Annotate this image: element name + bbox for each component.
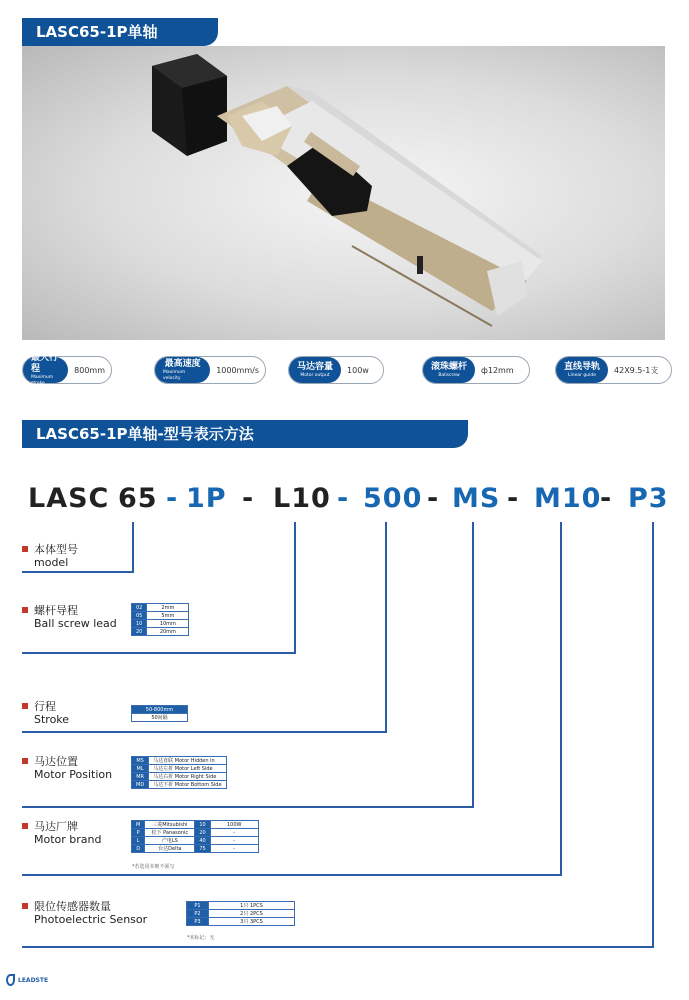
code-dash: - [427,483,440,514]
model-code-banner: LASC65-1P单轴-型号表示方法 [22,420,468,448]
label-en: Motor brand [34,833,102,846]
code-sensor: P3 [628,483,669,514]
table-cell: 10mm [147,620,189,628]
spec-pill [423,357,475,383]
table-row [132,821,259,829]
sensor-note: *未标记：无 [187,935,215,941]
connector-line [22,946,654,948]
connector-line [22,652,296,654]
table-row [132,757,227,765]
spec-ballscrew [422,356,530,384]
connector-line [652,522,654,947]
product-title-banner: LASC65-1P单轴 [22,18,218,46]
logo-text: LEADSTE [18,976,49,984]
table-cell: L [132,837,145,845]
table-row [187,902,295,910]
connector-line [385,522,387,732]
connector-line [22,731,387,733]
table-cell: 05 [132,612,147,620]
spec-label-en: Linear guide [568,372,596,378]
table-cell: 马达左折 Motor Left Side [149,765,226,773]
connector-line [22,806,474,808]
spec-max-velocity [154,356,266,384]
spec-pill [155,357,210,383]
label-en: model [34,556,69,569]
label-cn: 限位传感器数量 [22,900,147,913]
label-en: Motor Position [34,768,113,781]
code-dash: - [166,483,179,514]
label-cn: 马达位置 [22,755,112,768]
motor-position-table [131,756,227,789]
table-row [132,829,259,837]
spec-strip [22,353,682,386]
product-photo [22,46,665,340]
connector-line [132,522,134,572]
code-dash: - [600,483,613,514]
spec-label: 最高速度 [164,358,201,369]
table-cell: - [210,829,258,837]
label-motor-brand [22,820,101,847]
spec-linear-guide [555,356,672,384]
spec-label: 直线导轨 [564,361,601,372]
spec-value: 800mm [74,365,105,375]
table-cell: M [132,821,145,829]
table-row [187,918,295,926]
table-cell: 3只 3PCS [209,918,295,926]
spec-pill [556,357,608,383]
table-cell: 20 [195,829,210,837]
table-cell: MS [132,757,149,765]
table-row [132,765,227,773]
linear-actuator-image [22,46,665,340]
spec-label: 马达容量 [297,361,334,372]
spec-value: 100w [347,365,369,375]
table-cell: 10 [195,821,210,829]
spec-motor-output [288,356,384,384]
table-cell: 20 [132,628,147,636]
table-cell: ML [132,765,149,773]
code-axis: 1P [186,483,227,514]
code-motor-brand: M10 [534,483,602,514]
label-cn: 螺杆导程 [22,604,117,617]
table-row [132,604,189,612]
table-row [132,837,259,845]
spec-pill [289,357,341,383]
code-dash: - [337,483,350,514]
stroke-table [131,705,188,722]
table-cell: 20mm [147,628,189,636]
code-motor-position: MS [452,483,501,514]
label-cn: 马达厂牌 [22,820,101,833]
table-cell: P3 [187,918,209,926]
table-cell: 台达Delta [145,845,195,853]
spec-label-en: Ballscrew [438,372,460,378]
connector-line [22,571,134,573]
sensor-table [186,901,295,926]
table-row [132,845,259,853]
lead-table [131,603,189,636]
label-en: Ball screw lead [34,617,117,630]
logo-icon [6,974,15,986]
table-cell: 马达下折 Motor Bottom Side [149,781,226,789]
table-row [132,612,189,620]
table-cell: P2 [187,910,209,918]
spec-value: ф12mm [481,365,514,375]
table-row [132,714,188,722]
table-cell: 75 [195,845,210,853]
table-cell: D [132,845,145,853]
table-row [132,706,188,714]
table-cell: 三菱Mitsubishi [145,821,195,829]
spec-label: 最大行程 [31,353,59,374]
table-cell: P [132,829,145,837]
spec-label-en: Motor output [300,372,330,378]
table-row [187,910,295,918]
table-cell: 50间隔 [132,714,188,722]
label-model [22,543,78,570]
brand-note: *若选用本则不须写 [132,864,175,870]
table-cell: 50-800mm [132,706,188,714]
table-cell: 5mm [147,612,189,620]
table-cell: - [210,845,258,853]
code-lead: L10 [273,483,331,514]
label-ball-screw-lead [22,604,117,631]
table-cell: 马达直联 Motor Hidden in [149,757,226,765]
label-cn: 行程 [22,700,69,713]
table-cell: 2mm [147,604,189,612]
table-row [132,773,227,781]
table-cell: 产电LS [145,837,195,845]
table-cell: 马达右折 Motor Right Side [149,773,226,781]
company-logo [6,974,48,986]
table-cell: 10 [132,620,147,628]
table-row [132,620,189,628]
spec-pill [23,353,68,386]
table-cell: 1只 1PCS [209,902,295,910]
table-cell: P1 [187,902,209,910]
connector-line [294,522,296,653]
label-photoelectric-sensor [22,900,147,927]
code-dash: - [242,483,255,514]
connector-line [22,874,562,876]
table-row [132,628,189,636]
spec-label-en: Maximum stroke [31,375,54,386]
code-stroke: 500 [363,483,423,514]
label-motor-position [22,755,112,782]
spec-value: 1000mm/s [216,365,259,375]
table-cell: 松下 Panasonic [145,829,195,837]
spec-label: 滚珠螺杆 [431,361,468,372]
label-en: Stroke [34,713,70,726]
code-series: LASC [28,483,110,514]
table-cell: - [210,837,258,845]
table-cell: 2只 2PCS [209,910,295,918]
table-row [132,781,227,789]
code-dash: - [507,483,520,514]
table-cell: 40 [195,837,210,845]
label-en: Photoelectric Sensor [34,913,148,926]
motor-brand-table [131,820,259,853]
spec-max-stroke [22,353,112,386]
table-cell: MD [132,781,149,789]
table-cell: MR [132,773,149,781]
connector-line [472,522,474,807]
spec-value: 42X9.5-1支 [614,365,659,375]
table-cell: 02 [132,604,147,612]
spec-label-en: Maximum velocity [163,369,186,381]
label-cn: 本体型号 [22,543,78,556]
connector-line [560,522,562,875]
code-size: 65 [118,483,158,514]
label-stroke [22,700,69,727]
table-cell: 100W [210,821,258,829]
